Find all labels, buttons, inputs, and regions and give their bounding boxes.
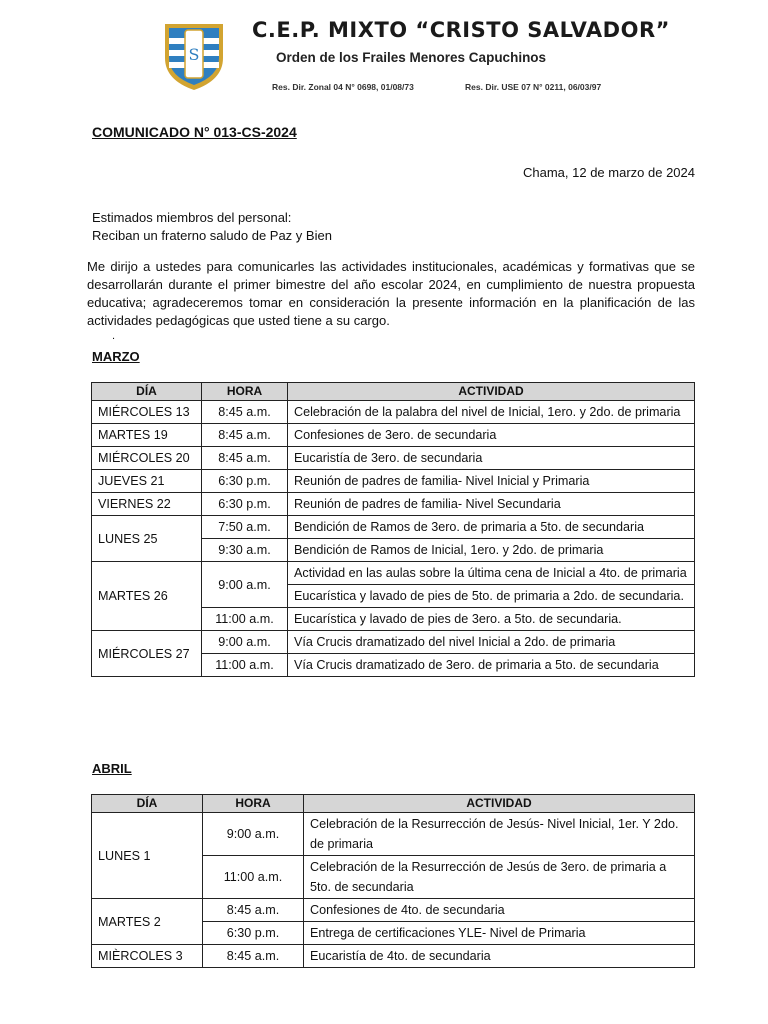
stray-dot: . (112, 330, 116, 342)
time-cell: 8:45 a.m. (202, 447, 288, 470)
time-cell: 6:30 p.m. (202, 470, 288, 493)
time-cell: 6:30 p.m. (203, 922, 304, 945)
activity-cell: Bendición de Ramos de Inicial, 1ero. y 2do. de primaria (288, 539, 695, 562)
greeting-line-2: Reciban un fraterno saludo de Paz y Bien (92, 228, 332, 243)
day-cell: MARTES 19 (92, 424, 202, 447)
time-cell: 9:00 a.m. (203, 813, 304, 856)
header-dia: DÍA (92, 795, 203, 813)
time-cell: 7:50 a.m. (202, 516, 288, 539)
time-cell: 8:45 a.m. (203, 945, 304, 968)
activity-cell: Eucaristía de 3ero. de secundaria (288, 447, 695, 470)
table-row (92, 813, 695, 856)
day-cell: MIÉRCOLES 27 (92, 631, 202, 677)
table-header-row (92, 383, 695, 401)
activity-cell: Vía Crucis dramatizado del nivel Inicial a 2do. de primaria (288, 631, 695, 654)
table-header-row (92, 795, 695, 813)
header-actividad: ACTIVIDAD (304, 795, 695, 813)
time-cell: 9:30 a.m. (202, 539, 288, 562)
school-name: C.E.P. MIXTO “CRISTO SALVADOR” (252, 18, 670, 42)
marzo-table (91, 382, 695, 677)
table-row (92, 899, 695, 922)
header-dia: DÍA (92, 383, 202, 401)
activity-cell: Eucarística y lavado de pies de 3ero. a 5to. de secundaria. (288, 608, 695, 631)
table-row (92, 447, 695, 470)
activity-cell: Actividad en las aulas sobre la última cena de Inicial a 4to. de primaria (288, 562, 695, 585)
day-cell: MIÉRCOLES 13 (92, 401, 202, 424)
header-hora: HORA (202, 383, 288, 401)
table-row (92, 424, 695, 447)
resolution-zonal: Res. Dir. Zonal 04 N° 0698, 01/08/73 (272, 82, 414, 92)
table-row (92, 945, 695, 968)
time-cell: 8:45 a.m. (202, 424, 288, 447)
time-cell: 8:45 a.m. (203, 899, 304, 922)
time-cell: 11:00 a.m. (202, 654, 288, 677)
document-title: COMUNICADO N° 013-CS-2024 (92, 124, 297, 140)
section-heading-marzo: MARZO (92, 349, 140, 364)
intro-paragraph: Me dirijo a ustedes para comunicarles las actividades institucionales, académicas y formativas que se desarrollarán durante el primer bimestre del año escolar 2024, en cumplimiento de nuestra propuesta educativa; agradeceremos tomar en consideración la presente información en la planificación de las actividades pedagógicas que usted tiene a su cargo. (87, 259, 695, 328)
activity-cell: Eucarística y lavado de pies de 5to. de primaria a 2do. de secundaria. (288, 585, 695, 608)
activity-cell: Celebración de la Resurrección de Jesús de 3ero. de primaria a 5to. de secundaria (304, 856, 695, 899)
order-subtitle: Orden de los Frailes Menores Capuchinos (276, 50, 547, 65)
activity-cell: Entrega de certificaciones YLE- Nivel de Primaria (304, 922, 695, 945)
time-cell: 9:00 a.m. (202, 631, 288, 654)
table-row (92, 516, 695, 539)
activity-cell: Confesiones de 3ero. de secundaria (288, 424, 695, 447)
table-row (92, 631, 695, 654)
day-cell: LUNES 25 (92, 516, 202, 562)
activity-cell: Bendición de Ramos de 3ero. de primaria a 5to. de secundaria (288, 516, 695, 539)
abril-table (91, 794, 695, 968)
time-cell: 11:00 a.m. (202, 608, 288, 631)
day-cell: MARTES 26 (92, 562, 202, 631)
time-cell: 6:30 p.m. (202, 493, 288, 516)
activity-cell: Confesiones de 4to. de secundaria (304, 899, 695, 922)
section-heading-abril: ABRIL (92, 761, 132, 776)
time-cell: 9:00 a.m. (202, 562, 288, 608)
day-cell: LUNES 1 (92, 813, 203, 899)
day-cell: VIERNES 22 (92, 493, 202, 516)
school-shield-logo (163, 20, 225, 92)
day-cell: JUEVES 21 (92, 470, 202, 493)
activity-cell: Reunión de padres de familia- Nivel Secundaria (288, 493, 695, 516)
activity-cell: Celebración de la palabra del nivel de Inicial, 1ero. y 2do. de primaria (288, 401, 695, 424)
day-cell: MARTES 2 (92, 899, 203, 945)
table-row (92, 493, 695, 516)
resolution-use: Res. Dir. USE 07 N° 0211, 06/03/97 (465, 82, 602, 92)
activity-cell: Reunión de padres de familia- Nivel Inicial y Primaria (288, 470, 695, 493)
table-row (92, 401, 695, 424)
document-date: Chama, 12 de marzo de 2024 (523, 165, 695, 180)
activity-cell: Vía Crucis dramatizado de 3ero. de primaria a 5to. de secundaria (288, 654, 695, 677)
table-row (92, 562, 695, 585)
time-cell: 11:00 a.m. (203, 856, 304, 899)
time-cell: 8:45 a.m. (202, 401, 288, 424)
day-cell: MIÉRCOLES 20 (92, 447, 202, 470)
header-hora: HORA (203, 795, 304, 813)
table-row (92, 470, 695, 493)
activity-cell: Eucaristía de 4to. de secundaria (304, 945, 695, 968)
header-actividad: ACTIVIDAD (288, 383, 695, 401)
greeting-line-1: Estimados miembros del personal: (92, 210, 292, 225)
activity-cell: Celebración de la Resurrección de Jesús- Nivel Inicial, 1er. Y 2do. de primaria (304, 813, 695, 856)
day-cell: MIÈRCOLES 3 (92, 945, 203, 968)
svg-text:S: S (188, 45, 200, 64)
